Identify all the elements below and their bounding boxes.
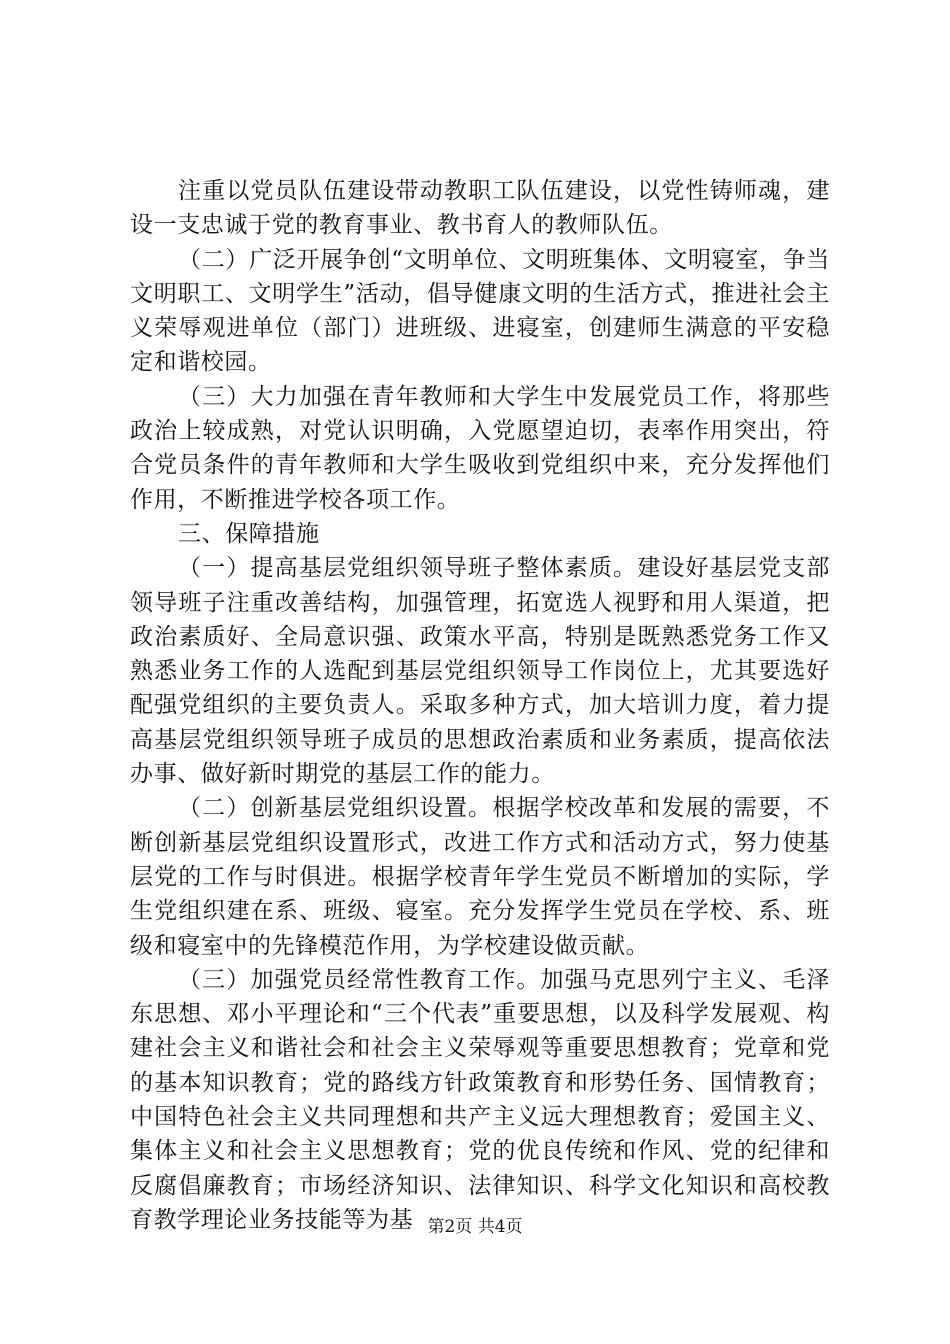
paragraph: （二）广泛开展争创“文明单位、文明班集体、文明寝室，争当文明职工、文明学生”活动，倡导健康文明的生活方式，推进社会主义荣辱观进单位（部门）进班级、进寝室，创建师生满意的平安稳定和谐校园。 — [130, 246, 830, 376]
section-heading: 三、保障措施 — [178, 520, 320, 547]
page-number: 第2页 共4页 — [427, 1217, 523, 1237]
page-footer — [0, 1212, 950, 1237]
paragraph: （三）加强党员经常性教育工作。加强马克思列宁主义、毛泽东思想、邓小平理论和“三个代表”重要思想，以及科学发展观、构建社会主义和谐社会和社会主义荣辱观等重要思想教育；党章和党的基本知识教育；党的路线方针政策教育和形势任务、国情教育；中国特色社会主义共同理想和共产主义远大理想教育；爱国主义、集体主义和社会主义思想教育；党的优良传统和作风、党的纪律和反腐倡廉教育；市场经济知识、法律知识、科学文化知识和高校教育教学理论业务技能等为基 — [130, 966, 830, 1233]
document-body — [130, 174, 830, 1237]
paragraph: （一）提高基层党组织领导班子整体素质。建设好基层党支部领导班子注重改善结构，加强管理，拓宽选人视野和用人渠道，把政治素质好、全局意识强、政策水平高，特别是既熟悉党务工作又熟悉业务工作的人选配到基层党组织领导工作岗位上，尤其要选好配强党组织的主要负责人。采取多种方式，加大培训力度，着力提高基层党组织领导班子成员的思想政治素质和业务素质，提高依法办事、做好新时期党的基层工作的能力。 — [130, 555, 830, 788]
paragraph: 注重以党员队伍建设带动教职工队伍建设，以党性铸师魂，建设一支忠诚于党的教育事业、教书育人的教师队伍。 — [130, 178, 830, 239]
paragraph: （二）创新基层党组织设置。根据学校改革和发展的需要，不断创新基层党组织设置形式，改进工作方式和活动方式，努力使基层党的工作与时俱进。根据学校青年学生党员不断增加的实际，学生党组织建在系、班级、寝室。充分发挥学生党员在学校、系、班级和寝室中的先锋模范作用，为学校建设做贡献。 — [130, 795, 830, 959]
paragraph: （三）大力加强在青年教师和大学生中发展党员工作，将那些政治上较成熟，对党认识明确，入党愿望迫切，表率作用突出，符合党员条件的青年教师和大学生吸收到党组织中来，充分发挥他们作用，不断推进学校各项工作。 — [130, 383, 830, 513]
